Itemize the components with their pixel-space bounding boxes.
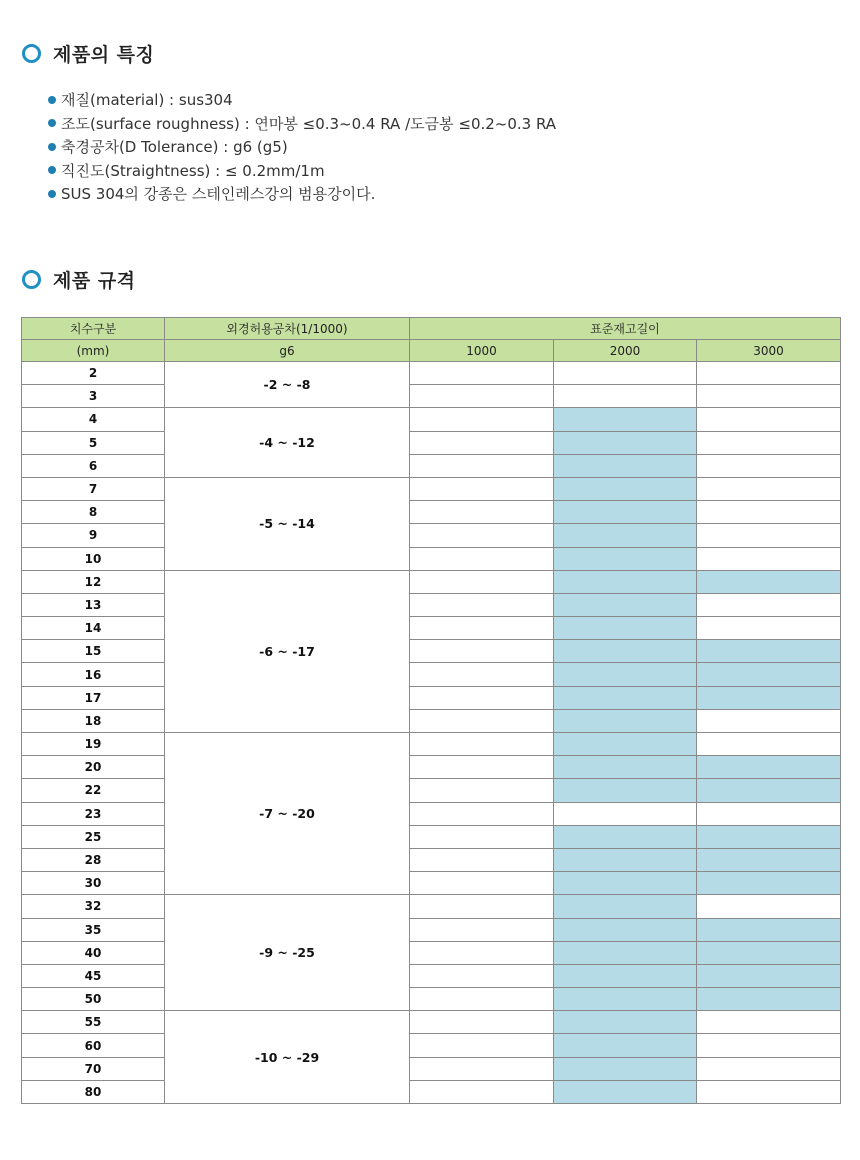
table-row [22, 709, 841, 732]
table-row [22, 1080, 841, 1103]
size-cell: 8 [22, 501, 165, 524]
table-row [22, 779, 841, 802]
stock-empty-cell [410, 756, 554, 779]
stock-empty-cell [410, 385, 554, 408]
stock-empty-cell [697, 733, 841, 756]
stock-empty-cell [697, 431, 841, 454]
stock-available-cell [554, 408, 697, 431]
table-row [22, 964, 841, 987]
stock-available-cell [554, 1057, 697, 1080]
stock-available-cell [554, 872, 697, 895]
size-cell: 23 [22, 802, 165, 825]
tolerance-cell: -5 ~ -14 [165, 477, 410, 570]
stock-empty-cell [410, 570, 554, 593]
spec-table-body [22, 362, 841, 1104]
size-cell: 28 [22, 848, 165, 871]
feature-item: 축경공차(D Tolerance) : g6 (g5) [48, 135, 556, 159]
stock-empty-cell [410, 431, 554, 454]
size-cell: 16 [22, 663, 165, 686]
stock-empty-cell [410, 848, 554, 871]
stock-available-cell [697, 825, 841, 848]
bullet-dot-icon [48, 143, 56, 151]
size-cell: 50 [22, 988, 165, 1011]
table-row [22, 802, 841, 825]
size-cell: 5 [22, 431, 165, 454]
table-row [22, 570, 841, 593]
stock-empty-cell [410, 918, 554, 941]
stock-empty-cell [697, 454, 841, 477]
table-row [22, 1034, 841, 1057]
stock-available-cell [554, 825, 697, 848]
stock-empty-cell [697, 1057, 841, 1080]
spec-heading [22, 266, 136, 293]
stock-available-cell [554, 477, 697, 500]
stock-available-cell [554, 895, 697, 918]
stock-empty-cell [410, 547, 554, 570]
stock-available-cell [554, 686, 697, 709]
stock-available-cell [554, 988, 697, 1011]
stock-available-cell [554, 524, 697, 547]
size-cell: 10 [22, 547, 165, 570]
table-row [22, 617, 841, 640]
tolerance-cell: -7 ~ -20 [165, 733, 410, 895]
stock-empty-cell [697, 547, 841, 570]
stock-available-cell [554, 1034, 697, 1057]
table-row [22, 1011, 841, 1034]
stock-available-cell [697, 756, 841, 779]
circle-bullet-icon [22, 44, 41, 63]
stock-empty-cell [697, 617, 841, 640]
stock-empty-cell [697, 1080, 841, 1103]
stock-empty-cell [697, 524, 841, 547]
table-row [22, 524, 841, 547]
stock-available-cell [697, 941, 841, 964]
table-row [22, 918, 841, 941]
size-cell: 25 [22, 825, 165, 848]
stock-empty-cell [697, 709, 841, 732]
stock-empty-cell [697, 501, 841, 524]
size-cell: 45 [22, 964, 165, 987]
size-cell: 70 [22, 1057, 165, 1080]
stock-empty-cell [410, 362, 554, 385]
stock-empty-cell [410, 872, 554, 895]
header-length: 표준재고길이 [410, 318, 841, 340]
stock-empty-cell [697, 593, 841, 616]
size-cell: 60 [22, 1034, 165, 1057]
stock-empty-cell [410, 524, 554, 547]
header-length-3000: 3000 [697, 340, 841, 362]
size-cell: 32 [22, 895, 165, 918]
stock-empty-cell [410, 779, 554, 802]
tolerance-cell: -10 ~ -29 [165, 1011, 410, 1104]
stock-available-cell [554, 617, 697, 640]
feature-item: 조도(surface roughness) : 연마봉 ≤0.3~0.4 RA /도금봉 ≤0.2~0.3 RA [48, 112, 556, 136]
tolerance-cell: -4 ~ -12 [165, 408, 410, 478]
stock-available-cell [554, 593, 697, 616]
stock-available-cell [554, 454, 697, 477]
size-cell: 7 [22, 477, 165, 500]
stock-empty-cell [697, 1011, 841, 1034]
stock-empty-cell [410, 640, 554, 663]
header-length-1000: 1000 [410, 340, 554, 362]
stock-available-cell [554, 1080, 697, 1103]
table-row [22, 501, 841, 524]
stock-available-cell [554, 663, 697, 686]
tolerance-cell: -2 ~ -8 [165, 362, 410, 408]
table-row [22, 593, 841, 616]
header-length-2000: 2000 [554, 340, 697, 362]
table-row [22, 408, 841, 431]
size-cell: 30 [22, 872, 165, 895]
table-row [22, 825, 841, 848]
size-cell: 35 [22, 918, 165, 941]
stock-available-cell [554, 779, 697, 802]
table-row [22, 895, 841, 918]
size-cell: 80 [22, 1080, 165, 1103]
table-row [22, 431, 841, 454]
size-cell: 40 [22, 941, 165, 964]
bullet-dot-icon [48, 166, 56, 174]
stock-empty-cell [554, 385, 697, 408]
stock-available-cell [697, 918, 841, 941]
stock-available-cell [697, 872, 841, 895]
stock-available-cell [697, 779, 841, 802]
stock-empty-cell [410, 802, 554, 825]
stock-available-cell [554, 964, 697, 987]
header-tolerance: 외경허용공차(1/1000) [165, 318, 410, 340]
stock-available-cell [554, 501, 697, 524]
feature-item: 재질(material) : sus304 [48, 88, 556, 112]
spec-table [21, 317, 841, 1104]
table-row [22, 547, 841, 570]
table-row [22, 385, 841, 408]
table-row [22, 1057, 841, 1080]
table-row [22, 362, 841, 385]
stock-available-cell [554, 848, 697, 871]
size-cell: 14 [22, 617, 165, 640]
table-row [22, 733, 841, 756]
stock-empty-cell [697, 477, 841, 500]
table-row [22, 848, 841, 871]
stock-empty-cell [410, 477, 554, 500]
size-cell: 9 [22, 524, 165, 547]
table-row [22, 756, 841, 779]
features-title: 제품의 특징 [53, 44, 155, 66]
feature-item: 직진도(Straightness) : ≤ 0.2mm/1m [48, 159, 556, 183]
stock-empty-cell [410, 408, 554, 431]
table-row [22, 477, 841, 500]
stock-empty-cell [410, 1011, 554, 1034]
stock-available-cell [554, 756, 697, 779]
stock-available-cell [697, 964, 841, 987]
stock-available-cell [554, 918, 697, 941]
table-row [22, 872, 841, 895]
stock-empty-cell [410, 825, 554, 848]
table-row [22, 686, 841, 709]
stock-available-cell [554, 709, 697, 732]
size-cell: 6 [22, 454, 165, 477]
stock-available-cell [697, 848, 841, 871]
stock-empty-cell [410, 988, 554, 1011]
stock-empty-cell [410, 941, 554, 964]
stock-available-cell [697, 640, 841, 663]
table-row [22, 454, 841, 477]
feature-item: SUS 304의 강종은 스테인레스강의 범용강이다. [48, 182, 556, 206]
stock-empty-cell [410, 454, 554, 477]
stock-empty-cell [697, 408, 841, 431]
stock-available-cell [554, 570, 697, 593]
features-list [48, 88, 556, 206]
circle-bullet-icon [22, 270, 41, 289]
size-cell: 13 [22, 593, 165, 616]
stock-available-cell [554, 431, 697, 454]
stock-empty-cell [697, 802, 841, 825]
stock-available-cell [554, 733, 697, 756]
table-row [22, 988, 841, 1011]
stock-empty-cell [410, 964, 554, 987]
stock-empty-cell [554, 362, 697, 385]
stock-available-cell [554, 547, 697, 570]
stock-empty-cell [410, 663, 554, 686]
table-row [22, 941, 841, 964]
size-cell: 18 [22, 709, 165, 732]
stock-empty-cell [410, 501, 554, 524]
stock-empty-cell [410, 617, 554, 640]
stock-empty-cell [554, 802, 697, 825]
stock-empty-cell [697, 362, 841, 385]
stock-available-cell [554, 941, 697, 964]
size-cell: 20 [22, 756, 165, 779]
stock-empty-cell [410, 1034, 554, 1057]
stock-empty-cell [410, 733, 554, 756]
header-size-unit: (mm) [22, 340, 165, 362]
size-cell: 19 [22, 733, 165, 756]
size-cell: 17 [22, 686, 165, 709]
size-cell: 2 [22, 362, 165, 385]
stock-empty-cell [697, 895, 841, 918]
size-cell: 55 [22, 1011, 165, 1034]
size-cell: 4 [22, 408, 165, 431]
size-cell: 3 [22, 385, 165, 408]
stock-empty-cell [697, 385, 841, 408]
bullet-dot-icon [48, 119, 56, 127]
stock-empty-cell [410, 686, 554, 709]
header-tolerance-grade: g6 [165, 340, 410, 362]
stock-available-cell [554, 640, 697, 663]
stock-empty-cell [697, 1034, 841, 1057]
size-cell: 22 [22, 779, 165, 802]
tolerance-cell: -9 ~ -25 [165, 895, 410, 1011]
stock-empty-cell [410, 1080, 554, 1103]
stock-empty-cell [410, 895, 554, 918]
size-cell: 15 [22, 640, 165, 663]
size-cell: 12 [22, 570, 165, 593]
tolerance-cell: -6 ~ -17 [165, 570, 410, 732]
table-row [22, 663, 841, 686]
header-size: 치수구분 [22, 318, 165, 340]
stock-empty-cell [410, 593, 554, 616]
bullet-dot-icon [48, 190, 56, 198]
stock-empty-cell [410, 1057, 554, 1080]
stock-available-cell [697, 663, 841, 686]
stock-available-cell [697, 570, 841, 593]
stock-empty-cell [410, 709, 554, 732]
stock-available-cell [697, 686, 841, 709]
bullet-dot-icon [48, 96, 56, 104]
spec-title: 제품 규격 [53, 270, 136, 292]
stock-available-cell [697, 988, 841, 1011]
stock-available-cell [554, 1011, 697, 1034]
table-row [22, 640, 841, 663]
features-heading [22, 40, 154, 67]
